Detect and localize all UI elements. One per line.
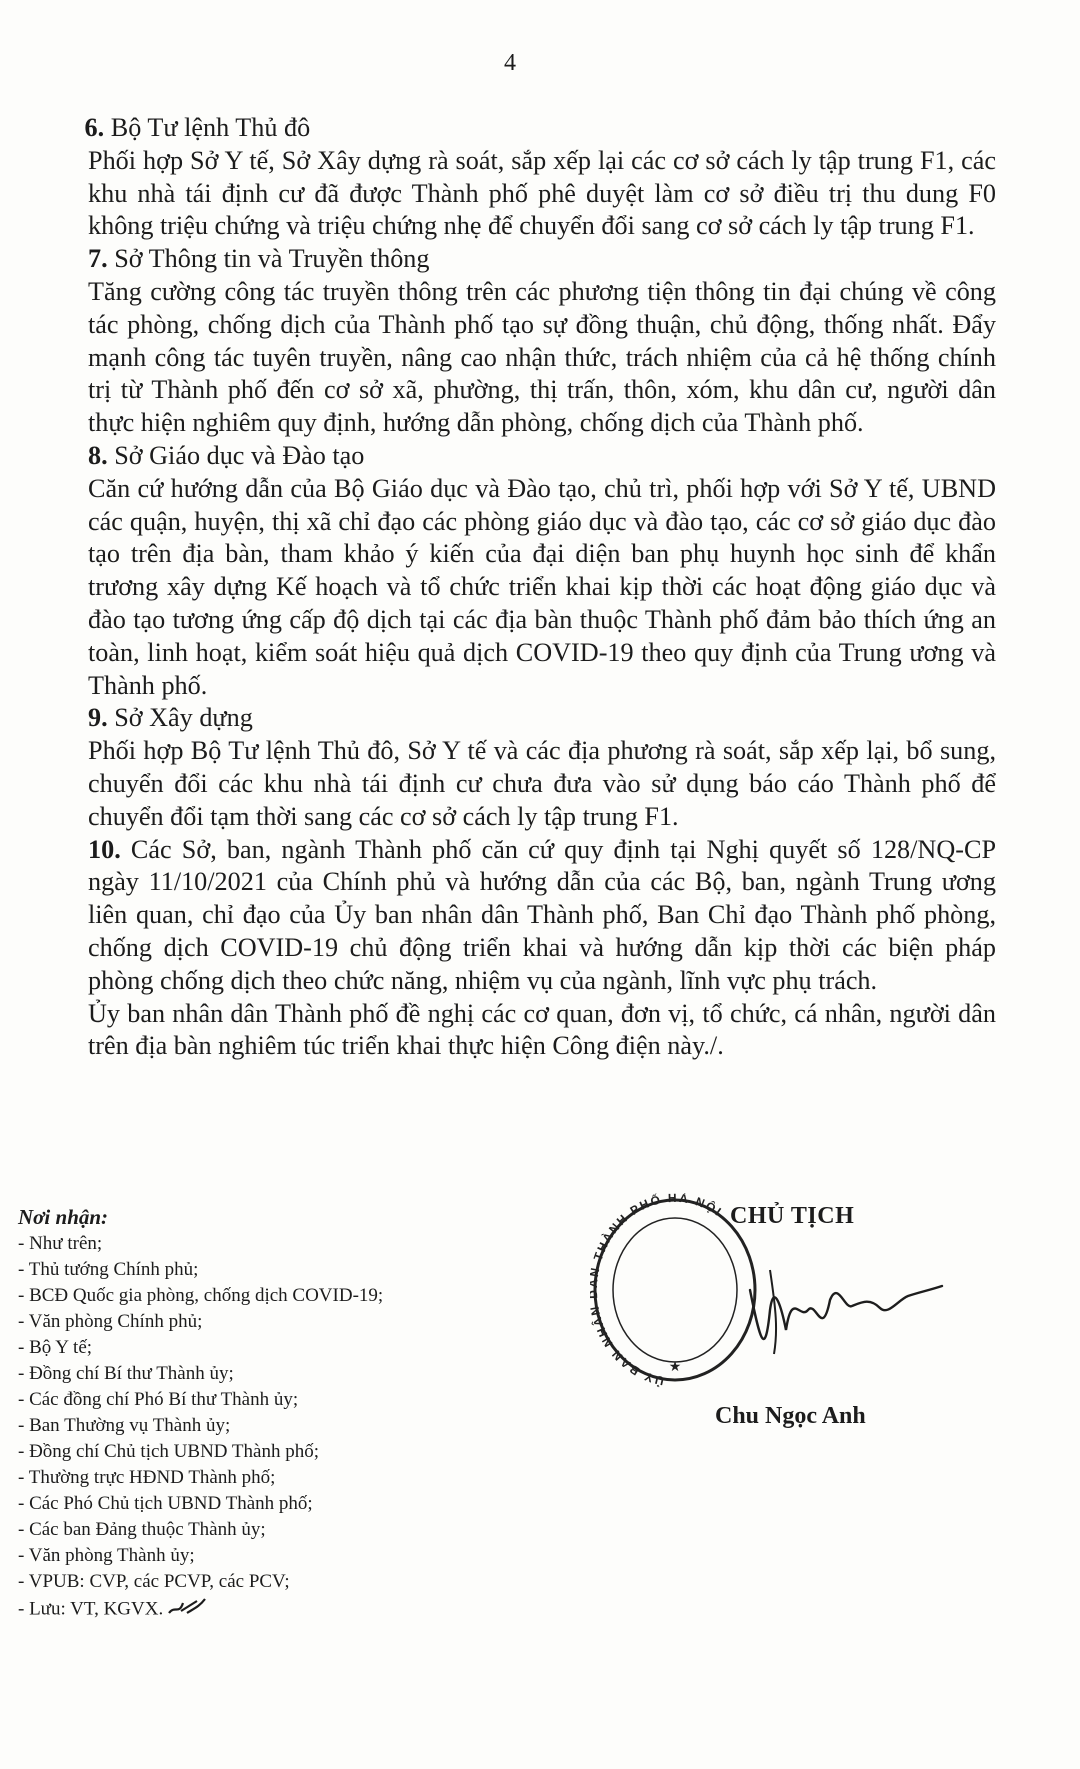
section-title: Sở Xây dựng xyxy=(114,703,253,733)
signer-name: Chu Ngọc Anh xyxy=(715,1403,866,1429)
recipient-item: - Thủ tướng Chính phủ; xyxy=(18,1259,199,1280)
closing-paragraph: Ủy ban nhân dân Thành phố đề nghị các cơ quan, đơn vị, tổ chức, cá nhân, người dân trên địa bàn nghiêm túc triển khai thực hiện Công điện này./. xyxy=(88,998,996,1061)
section-title: Sở Thông tin và Truyền thông xyxy=(114,244,430,274)
section-heading xyxy=(88,243,996,276)
paragraph: Tăng cường công tác truyền thông trên các phương tiện thông tin đại chúng về công tác phòng, chống dịch của Thành phố tạo sự đồng thuận, chủ động, thống nhất. Đẩy mạnh công tác tuyên truyền, nâng cao nhận thức, trách nhiệm của cả hệ thống chính trị từ Thành phố đến cơ sở xã, phường, thị trấn, thôn, xóm, khu dân cư, người dân thực hiện nghiêm quy định, hướng dẫn phòng, chống dịch của Thành phố. xyxy=(88,276,996,438)
recipient-item: - VPUB: CVP, các PCVP, các PCV; xyxy=(18,1571,290,1592)
paragraph: Phối hợp Sở Y tế, Sở Xây dựng rà soát, sắp xếp lại các cơ sở cách ly tập trung F1, các khu nhà tái định cư đã được Thành phố phê duyệt làm cơ sở điều trị thu dung F0 không triệu chứng và triệu chứng nhẹ để chuyển đổi sang cơ sở cách ly tập trung F1. xyxy=(88,145,996,241)
recipient-item: - Văn phòng Chính phủ; xyxy=(18,1311,203,1332)
recipient-item-text: - Lưu: VT, KGVX. xyxy=(18,1598,164,1620)
item-number: 10. xyxy=(88,834,121,864)
page-number: 4 xyxy=(504,50,516,76)
initials-mark-icon xyxy=(167,1595,207,1625)
svg-text:★: ★ xyxy=(668,1360,682,1375)
section-title: Sở Giáo dục và Đào tạo xyxy=(114,440,365,470)
recipient-item: - Thường trực HĐND Thành phố; xyxy=(18,1467,276,1488)
signer-title: CHỦ TỊCH xyxy=(730,1203,855,1229)
recipient-item: - Các đồng chí Phó Bí thư Thành ủy; xyxy=(18,1389,299,1410)
section-heading xyxy=(84,112,996,145)
recipients-list xyxy=(18,1231,538,1625)
section-number: 8. xyxy=(88,440,108,470)
document-body xyxy=(84,112,997,1063)
recipient-item: - Đồng chí Chủ tịch UBND Thành phố; xyxy=(18,1441,319,1462)
recipient-item: - BCĐ Quốc gia phòng, chống dịch COVID-19; xyxy=(18,1285,384,1306)
svg-text:ỦY BAN NHÂN DÂN THÀNH PHỐ HÀ N: ỦY BAN NHÂ THÀNH PHỐ HÀ NỘI xyxy=(590,1193,726,1389)
recipient-item: - Các Phó Chủ tịch UBND Thành phố; xyxy=(18,1493,313,1514)
section-title: Bộ Tư lệnh Thủ đô xyxy=(110,113,311,142)
recipient-item: - Như trên; xyxy=(18,1233,103,1254)
section-heading xyxy=(88,702,996,735)
section-number: 7. xyxy=(88,244,108,274)
recipients-title: Nơi nhận: xyxy=(18,1205,109,1229)
recipient-item: - Các ban Đảng thuộc Thành ủy; xyxy=(18,1519,266,1540)
item-text: Các Sở, ban, ngành Thành phố căn cứ quy định tại Nghị quyết số 128/NQ-CP ngày 11/10/2021 của Chính phủ và hướng dẫn của các Bộ, ban, ngành Trung ương liên quan, chỉ đạo của Ủy ban nhân dân Thành phố, Ban Chỉ đạo Thành phố phòng, chống dịch COVID-19 chủ động triển khai và hướng dẫn kịp thời các biện pháp phòng chống dịch theo chức năng, nhiệm vụ của ngành, lĩnh vực phụ trách. xyxy=(88,834,997,995)
signature-block xyxy=(590,1185,990,1445)
paragraph: Căn cứ hướng dẫn của Bộ Giáo dục và Đào tạo, chủ trì, phối hợp với Sở Y tế, UBND các quận, huyện, thị xã chỉ đạo các phòng giáo dục và đào tạo, các cơ sở giáo dục đào tạo trên địa bàn, tham khảo ý kiến của đại diện ban phụ huynh học sinh để khẩn trương xây dựng Kế hoạch và tổ chức triển khai kịp thời các hoạt động giáo dục và đào tạo tương ứng cấp độ dịch tại các địa bàn thuộc Thành phố đảm bảo thích ứng an toàn, linh hoạt, kiểm soát hiệu quả dịch COVID-19 theo quy định của Trung ương và Thành phố. xyxy=(88,473,996,700)
recipient-item: - Ban Thường vụ Thành ủy; xyxy=(18,1415,231,1436)
recipient-item xyxy=(18,1595,538,1625)
item-10-paragraph xyxy=(88,834,996,998)
section-heading xyxy=(88,440,996,473)
recipient-item: - Bộ Y tế; xyxy=(18,1337,93,1358)
recipient-item: - Văn phòng Thành ủy; xyxy=(18,1545,195,1566)
paragraph: Phối hợp Bộ Tư lệnh Thủ đô, Sở Y tế và các địa phương rà soát, sắp xếp lại, bổ sung, chuyển đổi các khu nhà tái định cư chưa đưa vào sử dụng báo cáo Thành phố để chuyển đổi tạm thời sang các cơ sở cách ly tập trung F1. xyxy=(88,736,996,831)
signature-icon xyxy=(730,1250,950,1375)
section-number: 9. xyxy=(88,703,108,733)
recipients-block xyxy=(18,1203,538,1625)
section-number: 6. xyxy=(84,113,105,142)
recipient-item: - Đồng chí Bí thư Thành ủy; xyxy=(18,1363,234,1384)
